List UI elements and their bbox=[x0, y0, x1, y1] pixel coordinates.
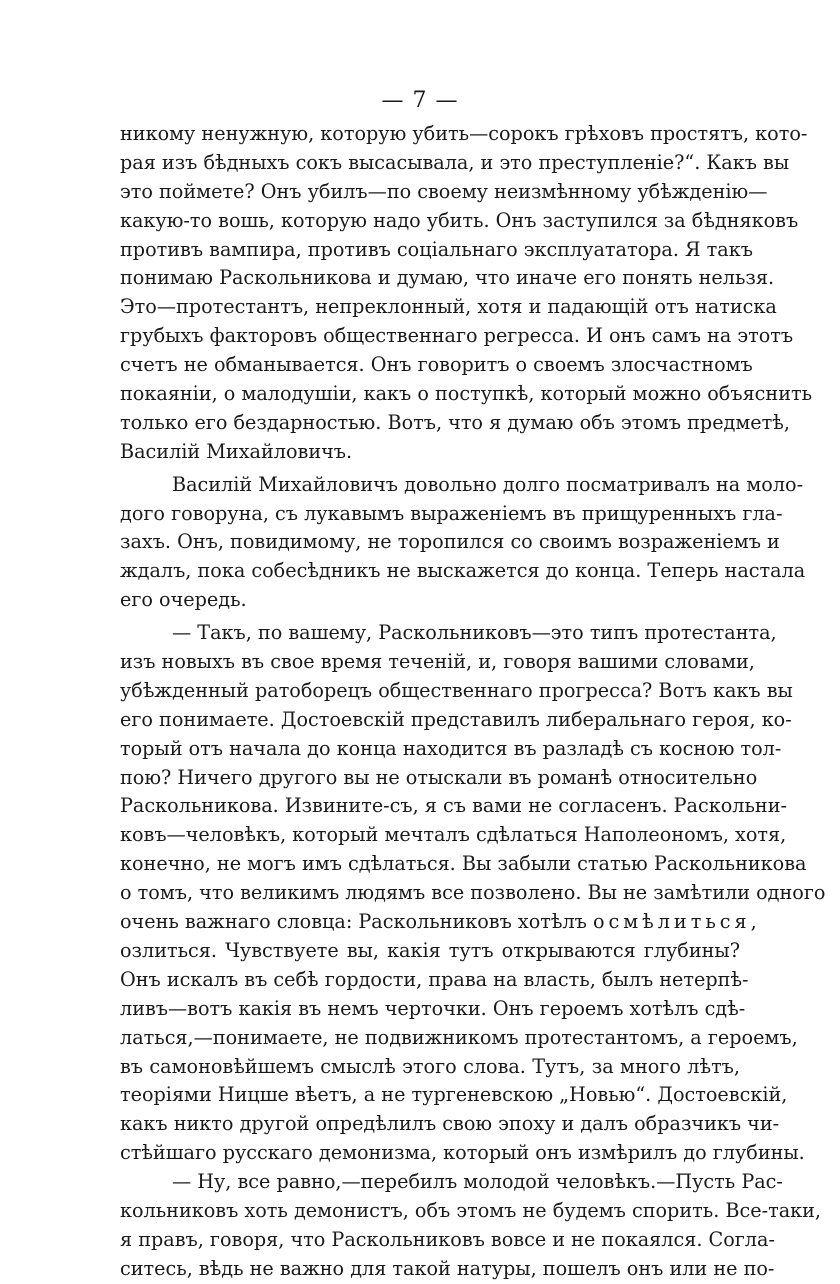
text-line: о томъ, что великимъ людямъ все позволено. Вы не замѣтили одного bbox=[120, 881, 826, 905]
text-line: Это—протестантъ, непреклонный, хотя и падающій отъ натиска bbox=[120, 295, 777, 319]
text-fragment: очень важнаго словца: Раскольниковъ хотѣлъ bbox=[120, 910, 587, 934]
text-line: пою? Ничего другого вы не отыскали въ романѣ относительно bbox=[120, 765, 758, 789]
text-line: его понимаете. Достоевскій представилъ либеральнаго героя, ко- bbox=[120, 707, 792, 731]
paragraph-2 bbox=[120, 471, 806, 615]
text-line: противъ вампира, противъ соціальнаго эксплуататора. Я такъ bbox=[120, 237, 753, 261]
text-line: Онъ искалъ въ себѣ гордости, права на власть, былъ нетерпѣ- bbox=[120, 967, 749, 991]
text-line: ждалъ, пока собесѣдникъ не выскажется до конца. Теперь настала bbox=[120, 559, 806, 583]
text-line: рая изъ бѣдныхъ сокъ высасывала, и это преступленіе?“. Какъ вы bbox=[120, 150, 790, 174]
text-line: ковъ—человѣкъ, который мечталъ сдѣлаться Наполеономъ, хотя, bbox=[120, 823, 787, 847]
text-line: какую-то вошь, которую надо убить. Онъ заступился за бѣдняковъ bbox=[120, 208, 799, 232]
text-line: дого говоруна, съ лукавымъ выраженіемъ въ прищуренныхъ гла- bbox=[120, 501, 783, 525]
body-text bbox=[120, 120, 826, 1284]
text-line: конечно, не могъ имъ сдѣлаться. Вы забыли статью Раскольникова bbox=[120, 852, 807, 876]
paragraph-3 bbox=[120, 619, 826, 1168]
paragraph-4 bbox=[120, 1168, 822, 1284]
text-line: — Такъ, по вашему, Раскольниковъ—это типъ протестанта, bbox=[172, 621, 777, 645]
text-line: Василій Михайловичъ. bbox=[120, 439, 353, 463]
text-line: грубыхъ факторовъ общественнаго регресса. И онъ самъ на этотъ bbox=[120, 324, 794, 348]
paragraph-1 bbox=[120, 120, 813, 467]
text-line: я правъ, говоря, что Раскольниковъ вовсе и не покаялся. Согла- bbox=[120, 1227, 775, 1251]
spaced-word: осмѣлиться, bbox=[592, 910, 761, 934]
page-number: — 7 — bbox=[381, 88, 459, 113]
text-line: Раскольникова. Извините-съ, я съ вами не согласенъ. Раскольни- bbox=[120, 794, 787, 818]
text-line: это поймете? Онъ убилъ—по своему неизмѣнному убѣжденію— bbox=[120, 179, 768, 203]
text-line: Василій Михайловичъ довольно долго посматривалъ на моло- bbox=[172, 472, 804, 496]
text-line: захъ. Онъ, повидимому, не торопился со своимъ возраженіемъ и bbox=[120, 530, 780, 554]
text-line: стѣйшаго русскаго демонизма, который онъ измѣрилъ до глубины. bbox=[120, 1141, 805, 1165]
text-line: теоріями Ницше вѣетъ, а не тургеневскою „Новью“. Достоевскій, bbox=[120, 1083, 788, 1107]
text-line: озлиться. Чувствуете вы, какія тутъ открываются глубины? bbox=[120, 938, 740, 962]
text-line: ливъ—вотъ какія въ немъ черточки. Онъ героемъ хотѣлъ сдѣ- bbox=[120, 996, 746, 1020]
text-line: понимаю Раскольникова и думаю, что иначе его понять нельзя. bbox=[120, 266, 775, 290]
text-line: счетъ не обманывается. Онъ говоритъ о своемъ злосчастномъ bbox=[120, 353, 753, 377]
text-line: его очередь. bbox=[120, 588, 247, 612]
text-line: ситесь, вѣдь не важно для такой натуры, пошелъ онъ или не по- bbox=[120, 1256, 775, 1280]
text-line: покаяніи, о малодушіи, какъ о поступкѣ, который можно объяснить bbox=[120, 382, 813, 406]
text-line: въ самоновѣйшемъ смыслѣ этого слова. Тутъ, за много лѣтъ, bbox=[120, 1054, 740, 1078]
text-line: латься,—понимаете, не подвижникомъ протестантомъ, а героемъ, bbox=[120, 1025, 798, 1049]
text-line: кольниковъ хоть демонистъ, объ этомъ не будемъ спорить. Все-таки, bbox=[120, 1198, 822, 1222]
text-line: — Ну, все равно,—перебилъ молодой человѣкъ.—Пусть Рас- bbox=[172, 1170, 783, 1194]
text-line: какъ никто другой опредѣлилъ свою эпоху и далъ образчикъ чи- bbox=[120, 1112, 780, 1136]
text-line: никому ненужную, которую убить—сорокъ грѣховъ простятъ, кото- bbox=[120, 122, 808, 145]
text-line-with-spaced-word bbox=[120, 908, 761, 937]
text-line: торый отъ начала до конца находится въ разладѣ съ косною тол- bbox=[120, 736, 782, 760]
text-line: изъ новыхъ въ свое время теченій, и, говоря вашими словами, bbox=[120, 650, 755, 674]
text-line: только его бездарностью. Вотъ, что я думаю объ этомъ предметѣ, bbox=[120, 410, 790, 434]
text-line: убѣжденный ратоборецъ общественнаго прогресса? Вотъ какъ вы bbox=[120, 678, 793, 702]
